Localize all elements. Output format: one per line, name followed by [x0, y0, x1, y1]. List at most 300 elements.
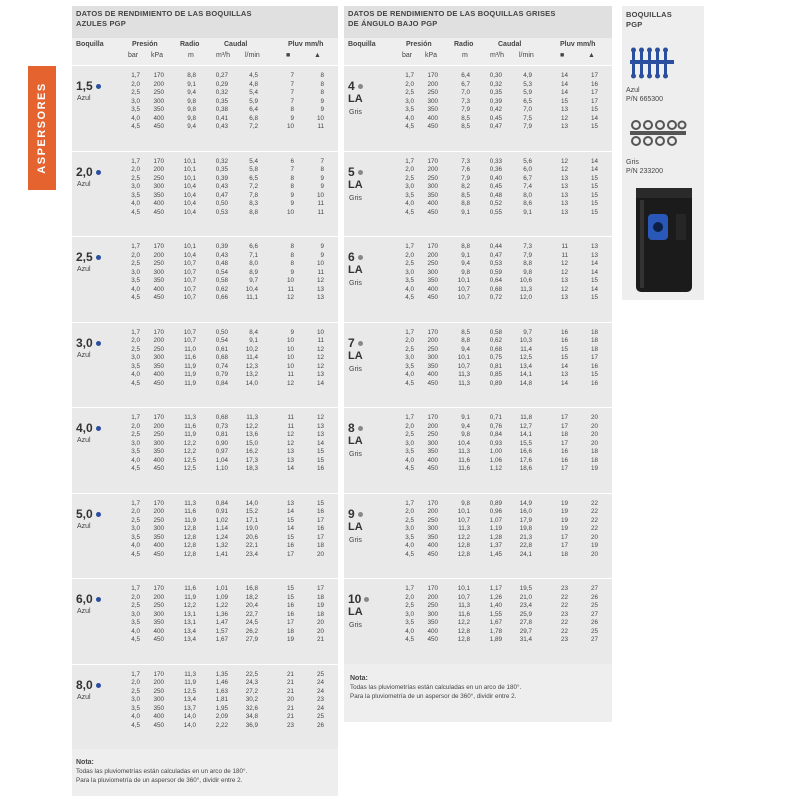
nozzle-type-label: Gris — [349, 365, 362, 373]
table-cell: 300 — [153, 525, 164, 532]
table-cell: 2,0 — [405, 80, 414, 88]
table-cell: 10,7 — [183, 260, 196, 267]
table-cell: 25 — [590, 602, 598, 609]
table-cell: 450 — [427, 208, 438, 216]
table-cell: 27 — [590, 585, 598, 592]
table-cell: 12 — [316, 277, 324, 284]
table-cell: 170 — [153, 670, 164, 678]
table-cell: 22 — [560, 627, 568, 635]
table-cell: 0,41 — [215, 114, 228, 122]
table-cell: 0,96 — [489, 508, 502, 515]
table-cell: 10,7 — [457, 294, 470, 301]
table-cell: 200 — [153, 508, 164, 515]
table-cell: 9,8 — [187, 97, 196, 105]
table-cell: 24 — [316, 687, 324, 695]
table-cell: 12 — [560, 285, 568, 293]
table-cell: 14,8 — [519, 379, 532, 387]
table-cell: 8,2 — [461, 183, 470, 190]
table-cell: 27,9 — [245, 636, 258, 643]
table-cell: 400 — [427, 200, 438, 207]
table-row — [72, 628, 338, 637]
table-cell: 18 — [590, 345, 598, 353]
table-cell: 7,9 — [461, 174, 470, 182]
table-cell: 450 — [153, 294, 164, 301]
table-cell: 24 — [316, 679, 324, 686]
table-cell: 18 — [286, 627, 294, 635]
table-cell: 200 — [427, 422, 438, 430]
table-cell: 8,8 — [461, 200, 470, 207]
nozzle-suffix-label: LA — [348, 520, 363, 533]
table-cell: 250 — [427, 602, 438, 609]
table-cell: 8,5 — [461, 123, 470, 130]
table-cell: 350 — [153, 533, 164, 541]
table-cell: 8 — [290, 174, 294, 182]
table-cell: 13 — [560, 123, 568, 130]
table-cell: 11,3 — [458, 371, 470, 378]
table-cell: 22 — [560, 619, 568, 626]
table-cell: 400 — [153, 542, 164, 549]
table-cell: 24,1 — [519, 550, 532, 558]
table-cell: 15,2 — [245, 508, 258, 515]
table-row — [344, 158, 612, 167]
table-cell: 3,5 — [131, 704, 140, 712]
table-cell: 2,0 — [131, 80, 140, 88]
table-cell: 3,5 — [131, 106, 140, 113]
table-cell: 10,7 — [183, 337, 196, 344]
table-cell: 18 — [316, 542, 324, 549]
table-row — [72, 457, 338, 466]
table-row — [344, 602, 612, 611]
table-cell: 36,9 — [245, 721, 258, 729]
table-cell: 8,5 — [461, 114, 470, 122]
table-row — [344, 457, 612, 466]
table-cell: 450 — [427, 636, 438, 643]
nozzle-suffix-label: LA — [348, 93, 363, 105]
table-cell: 0,68 — [489, 285, 502, 293]
table-cell: 3,5 — [405, 448, 414, 455]
table-cell: 6,5 — [249, 174, 258, 182]
table-cell: 14,9 — [519, 499, 532, 507]
col-pluv: Pluv mm/h — [560, 41, 596, 48]
table-row — [344, 431, 612, 440]
table-cell: 0,89 — [489, 379, 502, 387]
table-cell: 9,1 — [249, 337, 258, 344]
table-cell: 12 — [286, 294, 294, 301]
table-cell: 17 — [286, 550, 294, 558]
table-cell: 14 — [590, 260, 598, 267]
table-cell: 3,0 — [405, 525, 414, 532]
table-cell: 14,1 — [519, 371, 532, 378]
table-cell: 15 — [316, 456, 324, 464]
table-row — [344, 98, 612, 107]
table-cell: 200 — [153, 422, 164, 430]
table-row — [344, 354, 612, 363]
table-row — [344, 594, 612, 603]
table-row — [344, 81, 612, 90]
table-cell: 17,9 — [519, 516, 532, 524]
table-cell: 10 — [316, 260, 324, 267]
table-cell: 10,7 — [457, 285, 470, 293]
nozzle-type-label: Azul — [77, 608, 91, 615]
table-cell: 2,0 — [405, 166, 414, 173]
table-row — [72, 522, 338, 534]
nozzle-type-label: Azul — [77, 266, 91, 273]
table-cell: 13 — [316, 371, 324, 378]
table-cell: 14,1 — [519, 431, 532, 438]
sub-bar: bar — [128, 52, 139, 59]
table-cell: 0,47 — [489, 123, 502, 130]
table-cell: 13 — [316, 422, 324, 430]
nozzle-size-label: 10 LA — [348, 592, 369, 618]
table-cell: 10,1 — [183, 166, 196, 173]
nozzle-type-label: Gris — [349, 622, 362, 629]
table-cell: 10 — [286, 123, 294, 130]
table-cell: 0,64 — [489, 277, 502, 284]
table-cell: 200 — [427, 80, 438, 88]
table-cell: 300 — [427, 183, 438, 190]
table-cell: 8 — [290, 260, 294, 267]
table-row — [344, 500, 612, 509]
table-cell: 6,0 — [523, 166, 532, 173]
table-cell: 8 — [290, 183, 294, 190]
table-row — [72, 277, 338, 286]
table-cell: 0,45 — [489, 114, 502, 122]
table-cell: 3,0 — [405, 354, 414, 361]
table-cell: 250 — [153, 345, 164, 353]
table-cell: 10,1 — [457, 508, 470, 515]
table-cell: 9,1 — [523, 208, 532, 216]
table-cell: 10,7 — [183, 277, 196, 284]
table-cell: 17 — [316, 533, 324, 541]
table-cell: 12,3 — [245, 362, 258, 370]
table-cell: 1,32 — [215, 542, 228, 549]
table-row — [344, 260, 612, 269]
table-cell: 5,3 — [523, 80, 532, 88]
table-cell: 4,0 — [405, 542, 414, 549]
table-cell: 300 — [427, 525, 438, 532]
table-cell: 17,6 — [519, 456, 532, 464]
table-cell: 21,0 — [519, 593, 532, 601]
sprinkler-photo — [632, 184, 696, 294]
table-cell: 3,0 — [131, 439, 140, 447]
square-icon: ■ — [286, 52, 291, 59]
nozzle-type-label: Gris — [349, 536, 362, 544]
table-cell: 2,0 — [131, 593, 140, 601]
table-cell: 9,4 — [461, 260, 470, 267]
table-cell: 8 — [320, 80, 324, 88]
table-cell: 11,9 — [184, 379, 196, 387]
nozzle-suffix-label: LA — [348, 264, 363, 276]
table-cell: 3,5 — [405, 362, 414, 370]
table-cell: 0,54 — [215, 337, 228, 344]
table-cell: 12,5 — [183, 465, 196, 472]
table-cell: 18,2 — [245, 593, 258, 601]
table-cell: 450 — [153, 721, 164, 729]
table-row — [72, 243, 338, 252]
table-cell: 15 — [286, 533, 294, 541]
table-cell: 8,5 — [461, 191, 470, 199]
table-cell: 22 — [590, 508, 598, 515]
table-cell: 24 — [316, 704, 324, 712]
table-cell: 14 — [590, 268, 598, 276]
table-row — [72, 294, 338, 303]
table-cell: 1,63 — [215, 687, 228, 695]
table-cell: 9 — [290, 268, 294, 276]
table-cell: 4,0 — [405, 200, 414, 207]
table-row — [344, 440, 612, 449]
table-cell: 11,3 — [184, 670, 196, 678]
table-cell: 2,5 — [131, 431, 140, 438]
table-cell: 300 — [427, 268, 438, 276]
table-cell: 0,68 — [215, 414, 228, 421]
table-cell: 0,53 — [489, 260, 502, 267]
table-cell: 19 — [560, 499, 568, 507]
table-cell: 10,4 — [245, 285, 258, 293]
table-cell: 350 — [427, 619, 438, 626]
table-cell: 6,6 — [249, 243, 258, 250]
table-cell: 18,3 — [245, 465, 258, 472]
table-cell: 4,5 — [131, 123, 140, 130]
table-cell: 10,4 — [183, 183, 196, 190]
table-cell: 1,7 — [405, 243, 414, 250]
table-row — [72, 671, 338, 680]
table-cell: 1,22 — [215, 602, 228, 609]
table-cell: 12 — [316, 362, 324, 370]
table-cell: 170 — [427, 414, 438, 421]
table-cell: 11 — [317, 200, 324, 207]
table-cell: 3,0 — [131, 268, 140, 276]
table-cell: 9 — [320, 183, 324, 190]
table-cell: 1,47 — [215, 619, 228, 626]
table-cell: 11,6 — [184, 354, 196, 361]
table-cell: 3,5 — [405, 533, 414, 541]
table-cell: 17 — [590, 97, 598, 105]
table-row — [72, 260, 338, 269]
table-cell: 17 — [590, 72, 598, 79]
table-cell: 12 — [560, 166, 568, 173]
table-cell: 14 — [560, 362, 568, 370]
table-cell: 21 — [286, 704, 294, 712]
table-cell: 7,4 — [523, 183, 532, 190]
table-cell: 4,8 — [249, 80, 258, 88]
table-row — [72, 440, 338, 449]
table-cell: 22,1 — [245, 542, 258, 549]
table-cell: 0,44 — [489, 243, 502, 250]
table-cell: 13 — [316, 285, 324, 293]
table-cell: 13,2 — [245, 371, 258, 378]
table-cell: 170 — [427, 243, 438, 250]
table-row — [72, 363, 338, 372]
table-cell: 300 — [153, 610, 164, 618]
table-cell: 8,8 — [187, 72, 196, 79]
table-cell: 0,75 — [489, 354, 502, 361]
nozzle-type-label: Azul — [77, 95, 91, 102]
table-cell: 9 — [320, 174, 324, 182]
table-cell: 8,4 — [249, 328, 258, 336]
table-cell: 19 — [560, 525, 568, 532]
table-cell: 1,55 — [489, 610, 502, 618]
table-cell: 10,4 — [183, 191, 196, 199]
table-cell: 10,4 — [183, 200, 196, 207]
table-row — [72, 158, 338, 167]
table-cell: 9,8 — [461, 499, 470, 507]
table-cell: 14 — [590, 114, 598, 122]
table-cell: 16 — [590, 379, 598, 387]
table-cell: 10,3 — [519, 337, 532, 344]
table-cell: 400 — [427, 542, 438, 549]
table-cell: 400 — [153, 285, 164, 293]
table-cell: 10 — [286, 362, 294, 370]
table-cell: 25 — [590, 627, 598, 635]
table-cell: 1,45 — [489, 550, 502, 558]
table-cell: 15 — [590, 191, 598, 199]
table-row — [72, 371, 338, 380]
table-cell: 27 — [590, 636, 598, 643]
table-cell: 0,47 — [215, 191, 228, 199]
table-cell: 0,91 — [215, 508, 228, 515]
table-cell: 11,9 — [184, 431, 196, 438]
table-cell: 300 — [153, 183, 164, 190]
table-cell: 17 — [590, 89, 598, 96]
nozzle-type-label: Azul — [77, 522, 91, 530]
table-row — [344, 286, 612, 295]
table-cell: 26 — [590, 593, 598, 601]
blue-nozzle-rack-icon — [626, 46, 678, 80]
table-cell: 20 — [590, 533, 598, 541]
table-cell: 4,0 — [131, 542, 140, 549]
table-cell: 1,35 — [215, 670, 228, 678]
table-cell: 300 — [153, 97, 164, 105]
table-cell: 0,35 — [215, 166, 228, 173]
table-cell: 10,7 — [183, 294, 196, 301]
table-cell: 400 — [153, 371, 164, 378]
table-cell: 2,22 — [215, 721, 228, 729]
table-cell: 6,4 — [461, 72, 470, 79]
table-cell: 22,7 — [245, 610, 258, 618]
table-cell: 6 — [290, 157, 294, 165]
table-cell: 200 — [153, 593, 164, 601]
table-cell: 200 — [427, 337, 438, 344]
table-cell: 1,09 — [215, 593, 228, 601]
table-cell: 4,0 — [405, 456, 414, 464]
table-cell: 15 — [560, 97, 568, 105]
table-cell: 7,0 — [523, 106, 532, 113]
table-cell: 18,6 — [519, 465, 532, 472]
table-cell: 15 — [316, 448, 324, 455]
table-row — [72, 200, 338, 209]
table-cell: 1,24 — [215, 533, 228, 541]
table-cell: 3,5 — [405, 619, 414, 626]
table-row — [72, 192, 338, 201]
table-cell: 12,5 — [183, 456, 196, 464]
table-cell: 4,5 — [131, 636, 140, 643]
blue-nozzle-table — [72, 6, 338, 796]
table-cell: 14 — [316, 379, 324, 387]
table-cell: 13,4 — [519, 362, 532, 370]
table-cell: 5,9 — [523, 89, 532, 96]
table-cell: 15 — [590, 106, 598, 113]
table-cell: 300 — [153, 354, 164, 361]
table-cell: 3,5 — [131, 362, 140, 370]
table-cell: 12,2 — [183, 439, 196, 447]
table-cell: 12,0 — [519, 294, 532, 301]
table-cell: 25 — [316, 670, 324, 678]
nozzle-suffix-label: LA — [348, 606, 363, 618]
table-cell: 12 — [286, 431, 294, 438]
table-cell: 11,3 — [246, 414, 258, 421]
table-title: DATOS DE RENDIMIENTO DE LAS BOQUILLAS GRISES DE ÁNGULO BAJO PGP — [348, 9, 556, 28]
table-cell: 0,35 — [489, 89, 502, 96]
table-cell: 9 — [320, 97, 324, 105]
nozzle-size-label: 7 LA — [348, 335, 363, 362]
table-cell: 200 — [153, 337, 164, 344]
table-cell: 2,5 — [131, 174, 140, 182]
table-row — [344, 337, 612, 346]
table-cell: 1,17 — [489, 585, 502, 592]
table-cell: 12 — [316, 354, 324, 361]
table-cell: 25 — [316, 713, 324, 720]
table-cell: 4,5 — [405, 123, 414, 130]
table-header — [72, 6, 338, 38]
table-cell: 14 — [286, 525, 294, 532]
table-row — [72, 180, 338, 192]
table-row — [72, 602, 338, 611]
table-cell: 2,5 — [405, 516, 414, 524]
table-cell: 14 — [590, 285, 598, 293]
table-cell: 12,2 — [457, 533, 470, 541]
table-cell: 350 — [427, 448, 438, 455]
table-cell: 15 — [286, 585, 294, 592]
table-cell: 10 — [286, 345, 294, 353]
table-cell: 13,4 — [183, 636, 196, 643]
table-cell: 6,7 — [461, 80, 470, 88]
table-cell: 23 — [316, 696, 324, 703]
table-cell: 9 — [290, 328, 294, 336]
table-cell: 350 — [153, 448, 164, 455]
table-cell: 10 — [316, 191, 324, 199]
table-row — [344, 508, 612, 517]
table-cell: 0,90 — [215, 439, 228, 447]
table-cell: 170 — [427, 328, 438, 336]
table-cell: 1,14 — [215, 525, 228, 532]
table-cell: 10,1 — [183, 174, 196, 182]
table-cell: 13,1 — [183, 610, 196, 618]
table-cell: 9 — [290, 114, 294, 122]
table-cell: 0,29 — [215, 80, 228, 88]
table-row — [72, 551, 338, 560]
table-cell: 2,5 — [405, 174, 414, 182]
table-cell: 9,7 — [249, 277, 258, 284]
table-cell: 12 — [560, 260, 568, 267]
table-cell: 17 — [560, 422, 568, 430]
table-row — [72, 209, 338, 218]
table-cell: 19 — [590, 542, 598, 549]
table-cell: 2,5 — [405, 431, 414, 438]
table-cell: 21 — [286, 670, 294, 678]
table-cell: 11,9 — [184, 371, 196, 378]
table-cell: 12,7 — [519, 422, 532, 430]
table-cell: 12 — [316, 414, 324, 421]
table-cell: 11,3 — [458, 448, 470, 455]
table-cell: 12,2 — [457, 619, 470, 626]
table-cell: 17 — [316, 516, 324, 524]
table-cell: 9 — [320, 243, 324, 250]
table-cell: 0,38 — [215, 106, 228, 113]
table-cell: 200 — [153, 251, 164, 259]
table-cell: 16 — [286, 542, 294, 549]
table-cell: 1,01 — [215, 585, 228, 592]
table-cell: 30,2 — [245, 696, 258, 703]
